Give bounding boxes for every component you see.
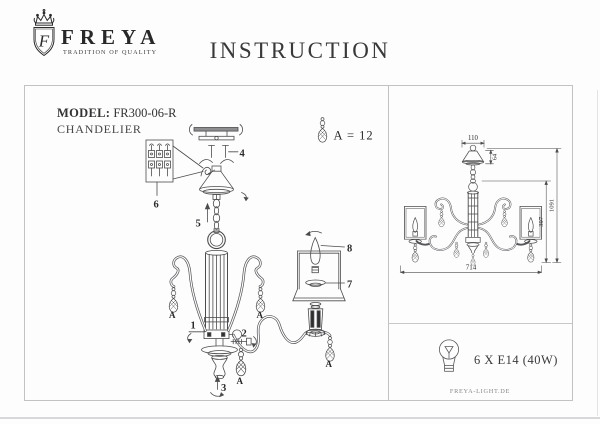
terminal-block [146, 140, 203, 196]
crystal-mark: A [256, 310, 263, 320]
canopy [200, 166, 249, 201]
model-label: MODEL: [57, 106, 111, 120]
page-bottom-edge [0, 417, 600, 419]
brand-name: FREYA [61, 25, 162, 49]
crystal-mark: A [236, 376, 243, 386]
part-label-3: 3 [221, 383, 227, 394]
model-value: FR300-06-R [113, 106, 177, 120]
part-label-6: 6 [153, 199, 159, 211]
dim-canopy-width: 110 [468, 134, 478, 142]
chain [205, 199, 219, 229]
crystal-count-legend: A = 12 [333, 128, 374, 143]
page-title: INSTRUCTION [209, 38, 391, 63]
part-label-4: 4 [239, 148, 245, 160]
brand-tagline: TRADITION OF QUALITY [63, 48, 158, 56]
website: FREYA-LIGHT.DE [449, 388, 511, 395]
dim-body-height: 397 [538, 216, 545, 227]
bulb-spec: 6 X E14 (40W) [474, 353, 558, 367]
ceiling-plate [189, 125, 242, 140]
part-label-7: 7 [347, 279, 353, 291]
hanging-ring [208, 229, 226, 249]
bottom-finial [202, 339, 238, 397]
brand-crest-icon [26, 8, 62, 58]
exploded-assembly-drawing [24, 85, 388, 400]
brand-monogram: F [38, 31, 50, 51]
dim-overall-width: 714 [465, 263, 477, 272]
light-bulb-icon [437, 337, 461, 375]
page-right-edge [597, 90, 598, 416]
chandelier-arms [171, 257, 330, 352]
product-type: CHANDELIER [57, 122, 142, 136]
crystal-mark: A [325, 359, 332, 369]
dim-overall-height: 1091 [548, 198, 556, 213]
mounting-screws [200, 146, 239, 164]
dim-canopy-height: 64 [491, 153, 499, 161]
part-label-8: 8 [347, 243, 353, 255]
shade-left [404, 207, 426, 244]
part-label-2: 2 [241, 328, 247, 340]
dimension-lines [401, 140, 562, 273]
dimensioned-drawing [388, 85, 572, 323]
shade-assembly [293, 231, 345, 336]
chandelier-front-view [404, 145, 541, 265]
part-label-5: 5 [195, 218, 201, 230]
crystal-mark: A [169, 310, 176, 320]
part-label-1: 1 [190, 320, 196, 332]
crystal-drops [169, 118, 334, 376]
center-column [204, 250, 242, 339]
